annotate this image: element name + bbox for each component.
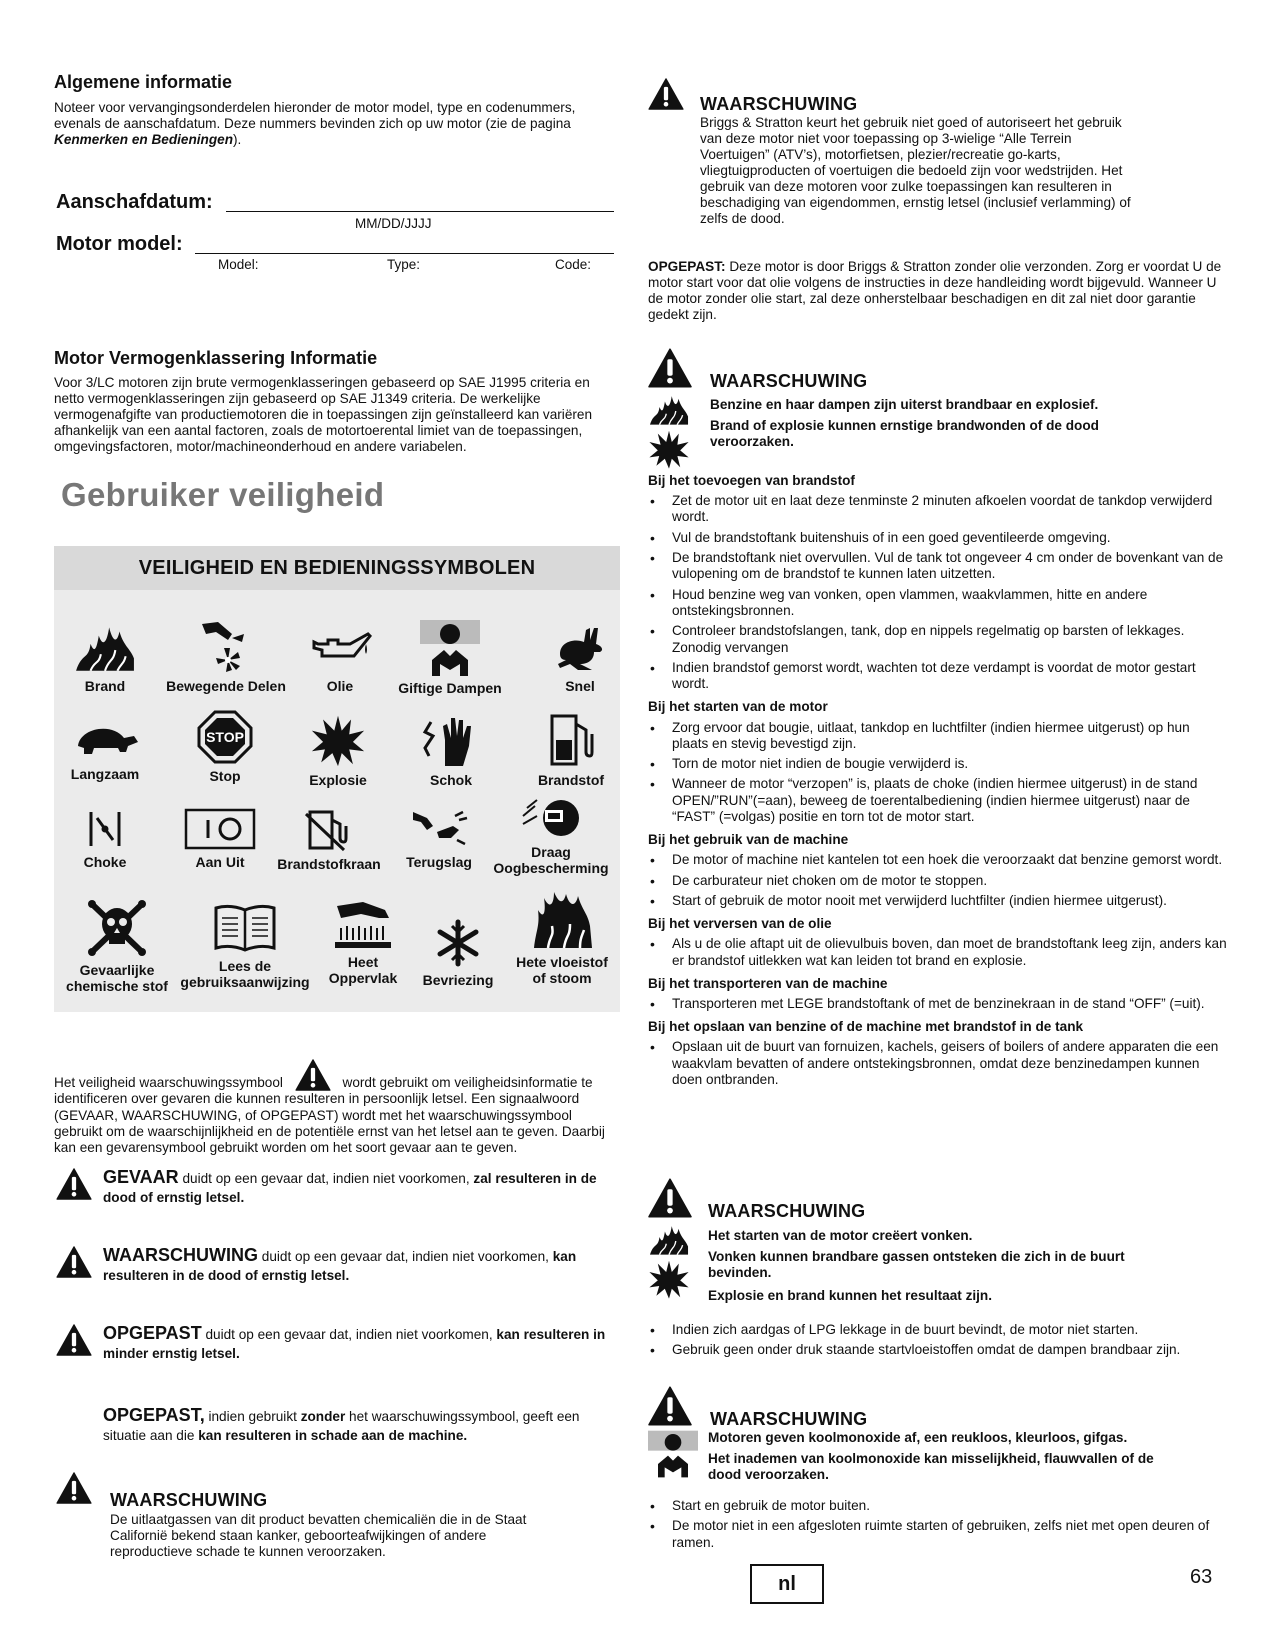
list-item: • Vul de brandstoftank buitenshuis of in een goed geventileerde omgeving.	[648, 530, 1228, 546]
warning-word: WAARSCHUWING	[103, 1245, 258, 1265]
oil-notice-text	[648, 259, 1228, 323]
fuel-valve-icon	[304, 808, 354, 852]
warning-triangle-icon	[648, 1178, 692, 1218]
explosion-icon	[648, 1258, 690, 1300]
section-storage-list	[648, 1039, 1228, 1088]
symbol-label: Langzaam	[70, 766, 140, 782]
fuel-sections	[648, 473, 1228, 1088]
caution2-a: indien gebruikt	[204, 1409, 301, 1424]
list-item: • Controleer brandstofslangen, tank, dop en nippels regelmatig op barsten of lekkages. Zonodig vervangen	[648, 623, 1228, 656]
signal-caution-property-text	[103, 1404, 623, 1445]
power-rating-text: Voor 3/LC motoren zijn brute vermogenklasseringen gebaseerd op SAE J1995 criteria en netto vermogenklasseringen zijn gebaseerd op SAE J1349 criteria. De werkelijke vermogenafgifte van productiemotoren die in toepassingen zijn geïnstalleerd kan variëren afhankelijk van een aantal factoren, zoals de motortoerental limiet van de toepassingen, omgevingsfactoren, motor/machineonderhoud en andere variabelen.	[54, 375, 593, 455]
list-item: • Torn de motor niet indien de bougie verwijderd is.	[648, 756, 1228, 772]
moving-parts-icon	[198, 620, 254, 674]
caution-bold: kan resulteren in minder ernstig letsel.	[103, 1327, 606, 1362]
symbol-hete-vloeistof	[506, 890, 618, 986]
symbol-label-line2: gebruiksaanwijzing	[180, 974, 310, 991]
list-item: • Gebruik geen onder druk staande startvloeistoffen omdat de dampen brandbaar zijn.	[648, 1342, 1228, 1358]
list-item: • Start of gebruik de motor nooit met verwijderd luchtfilter (indien hiermee uitgerust).	[648, 893, 1228, 909]
warning-triangle-icon	[648, 78, 684, 110]
warning-bold: kan resulteren in de dood of ernstig letsel.	[103, 1249, 577, 1284]
general-text-b: ).	[233, 132, 242, 148]
symbol-choke	[60, 808, 150, 870]
symbol-snel	[540, 620, 620, 694]
hint-type: Type:	[387, 257, 421, 272]
symbol-label: Bewegende Delen	[166, 678, 286, 694]
warning-triangle-icon	[56, 1246, 92, 1278]
symbol-label: Giftige Dampen	[398, 680, 502, 696]
caution2-b: zonder	[300, 1409, 346, 1424]
section-start-list	[648, 720, 1228, 826]
spark-warning-list	[648, 1318, 1228, 1359]
list-item: • Als u de olie aftapt uit de olievulbuis boven, dan moet de brandstoftank leeg zijn, anders kan er brandstof uitlekken wat kan leiden tot brand en explosie.	[648, 936, 1228, 969]
symbol-heet-oppervlak	[318, 896, 408, 986]
section-add-fuel-title: Bij het toevoegen van brandstof	[648, 473, 855, 488]
oil-notice-body: Deze motor is door Briggs & Stratton zonder olie verzonden. Zorg er voordat U de motor start voor dat olie volgens de instructies in deze handleiding wordt bijgevuld. Wanneer U de motor zonder olie start, zal deze onherstelbaar beschadigen en dit zal niet door garantie gedekt zijn.	[648, 259, 1222, 323]
section-start-title: Bij het starten van de motor	[648, 699, 828, 715]
symbol-brandstof	[526, 712, 616, 788]
purchase-date-label: Aanschafdatum:	[56, 191, 213, 213]
page-number: 63	[1190, 1566, 1213, 1588]
symbol-label: Brandstof	[537, 772, 605, 788]
general-text-a: Noteer voor vervangingsonderdelen hieronder de motor model, type en codenummers, evenals de aanschafdatum. Deze nummers bevinden zich op uw motor (zie de pagina	[54, 100, 576, 132]
signal-warning-text	[103, 1244, 623, 1285]
symbol-label-line1: Hete vloeistof	[516, 954, 608, 970]
fuel-pump-icon	[546, 712, 596, 768]
alert-intro-part1: Het veiligheid waarschuwingssymbool	[54, 1075, 283, 1090]
warning-triangle-icon	[295, 1059, 331, 1091]
symbol-label-line2: chemische stof	[66, 978, 168, 995]
symbol-oogbescherming	[484, 796, 618, 876]
list-item: • Zorg ervoor dat bougie, uitlaat, tankdop en luchtfilter (indien hiermee uitgerust) op hun plaats en stevig bevestigd zijn.	[648, 720, 1228, 753]
danger-word: GEVAAR	[103, 1167, 179, 1187]
kickback-icon	[409, 808, 469, 850]
signal-caution-text	[103, 1322, 627, 1363]
symbol-brand	[60, 620, 150, 694]
symbol-label: Schok	[429, 772, 472, 788]
atv-warning-title: WAARSCHUWING	[700, 94, 858, 114]
fire-icon	[74, 620, 136, 674]
symbol-label-line2: Oogbescherming	[493, 860, 609, 877]
section-operate-list	[648, 852, 1228, 909]
oil-can-icon	[308, 620, 372, 674]
purchase-date-line[interactable]	[226, 211, 614, 212]
co-warning-line1: Motoren geven koolmonoxide af, een reukloos, kleurloos, gifgas.	[708, 1430, 1128, 1445]
manual-book-icon	[212, 902, 278, 954]
skull-icon	[86, 898, 148, 958]
shock-icon	[421, 712, 481, 768]
symbol-label-line1: Heet	[347, 954, 379, 970]
symbol-label: Olie	[326, 678, 354, 694]
motor-model-label: Motor model:	[56, 233, 183, 255]
toxic-fumes-icon	[648, 1430, 698, 1478]
section-operate-title: Bij het gebruik van de machine	[648, 832, 849, 848]
list-item: • Wanneer de motor “verzopen” is, plaats de choke (indien hiermee uitgerust) in de stand OPEN/”RUN”(=aan), beweeg de toerentalbediening (indien hiermee uitgerust) naar de “FAST” (=volgas) positie en torn tot de motor start.	[648, 776, 1228, 825]
spark-warning-line1: Het starten van de motor creëert vonken.	[708, 1228, 973, 1243]
symbol-label-line2: Oppervlak	[328, 970, 398, 987]
danger-text: duidt op een gevaar dat, indien niet voorkomen,	[178, 1171, 474, 1186]
california-warning-title: WAARSCHUWING	[110, 1490, 268, 1510]
language-tab: nl	[750, 1564, 824, 1604]
symbol-chemisch	[62, 898, 172, 994]
turtle-icon	[70, 716, 140, 762]
section-oil-change-title: Bij het verversen van de olie	[648, 916, 832, 932]
california-warning-text: De uitlaatgassen van dit product bevatten chemicaliën die in de Staat Californië bekend staan kanker, geboorteafwijkingen of andere reproductieve schade te kunnen veroorzaken.	[110, 1512, 527, 1560]
list-item: • De carburateur niet choken om de motor te stoppen.	[648, 873, 1228, 889]
co-warning-list	[648, 1494, 1228, 1551]
symbol-handleiding	[172, 902, 318, 990]
symbol-label: Brandstofkraan	[277, 856, 381, 872]
symbol-label-line1: Draag	[531, 844, 571, 860]
alert-intro-part2: wordt gebruikt om veiligheidsinformatie te identificeren over gevaren die kunnen resulteren in persoonlijk letsel. Een signaalwoord (GEVAAR, WAARSCHUWING, of OPGEPAST) wordt met het waarschuwingssymbool gebruikt om de waarschijnlijkheid en de potentiële ernst van het letsel aan te geven. Daarbij kan een gevarensymbool gebruikt worden om het soort gevaar aan te geven.	[54, 1075, 605, 1156]
symbol-bevriezing	[412, 918, 504, 988]
symbol-label: Bevriezing	[422, 972, 494, 988]
fire-icon	[648, 392, 690, 426]
symbol-schok	[406, 712, 496, 788]
warning-triangle-icon	[56, 1168, 92, 1200]
list-item: • Indien brandstof gemorst wordt, wachten tot deze verdampt is voordat de motor gestart wordt.	[648, 660, 1228, 693]
caution-word: OPGEPAST	[103, 1323, 202, 1343]
fuel-warning-line1: Benzine en haar dampen zijn uiterst brandbaar en explosief.	[710, 397, 1099, 412]
power-rating-title: Motor Vermogenklassering Informatie	[54, 348, 378, 368]
on-off-icon	[184, 808, 256, 850]
list-item: • Start en gebruik de motor buiten.	[648, 1498, 1228, 1514]
symbol-label: Choke	[83, 854, 127, 870]
warning-triangle-icon	[56, 1324, 92, 1356]
symbol-langzaam	[60, 716, 150, 782]
symbol-label: Brand	[84, 678, 126, 694]
co-warning-line2: Het inademen van koolmonoxide kan misselijkheid, flauwvallen of de dood veroorzaken.	[708, 1451, 1154, 1483]
fire-icon	[648, 1222, 690, 1256]
co-warning-title: WAARSCHUWING	[710, 1409, 868, 1429]
symbol-brandstofkraan	[274, 808, 384, 872]
caution2-c: het waarschuwingssymbool, geeft een situatie aan die	[103, 1409, 580, 1444]
list-item: • De motor niet in een afgesloten ruimte starten of gebruiken, zelfs niet met open deuren of ramen.	[648, 1518, 1228, 1551]
spark-warning-line2: Vonken kunnen brandbare gassen ontsteken die zich in de buurt bevinden.	[708, 1249, 1125, 1281]
hot-surface-icon	[333, 896, 393, 950]
rabbit-icon	[552, 620, 608, 674]
symbol-label: Stop	[209, 768, 241, 784]
list-item: • De motor of machine niet kantelen tot een hoek die veroorzaakt dat benzine gemorst wordt.	[648, 852, 1228, 868]
list-item: • Houd benzine weg van vonken, open vlammen, waakvlammen, hitte en andere ontstekingsbronnen.	[648, 587, 1228, 620]
fuel-warning-title: WAARSCHUWING	[710, 371, 868, 391]
spark-warning-title: WAARSCHUWING	[708, 1201, 866, 1221]
section-title: Gebruiker veiligheid	[61, 476, 385, 513]
section-transport-list	[648, 996, 1228, 1012]
alert-intro-text	[54, 1059, 624, 1157]
symbol-label: Terugslag	[406, 854, 472, 870]
section-add-fuel-list	[648, 493, 1228, 692]
list-item: • Opslaan uit de buurt van fornuizen, kachels, geisers of boilers of andere apparaten die een waakvlam bevatten of andere ontstekingsbronnen, omdat deze benzinedampen kunnen doen ontbranden.	[648, 1039, 1228, 1088]
snowflake-icon	[435, 918, 481, 968]
symbol-label-line1: Gevaarlijke	[79, 962, 155, 978]
warning-triangle-icon	[56, 1472, 92, 1504]
general-info-text	[54, 100, 620, 148]
oil-notice-word: OPGEPAST:	[648, 259, 726, 274]
list-item: • De brandstoftank niet overvullen. Vul de tank tot ongeveer 4 cm onder de bovenkant van de vulopening om de brandstof te kunnen laten uitzetten.	[648, 550, 1228, 583]
section-transport-title: Bij het transporteren van de machine	[648, 976, 888, 991]
fuel-warning-line2: Brand of explosie kunnen ernstige brandwonden of de dood veroorzaken.	[710, 418, 1099, 450]
caution2-word: OPGEPAST,	[103, 1405, 205, 1425]
stop-icon	[197, 710, 253, 764]
spark-warning-line3: Explosie en brand kunnen het resultaat zijn.	[708, 1288, 993, 1303]
warning-triangle-icon	[648, 348, 692, 388]
symbol-terugslag	[396, 808, 482, 870]
general-info-title: Algemene informatie	[54, 72, 233, 92]
general-text-em: Kenmerken en Bedieningen	[54, 132, 234, 148]
caution2-d: kan resulteren in schade aan de machine.	[198, 1428, 468, 1444]
warning-triangle-icon	[648, 1386, 692, 1426]
symbol-label-line2: of stoom	[532, 970, 592, 987]
list-item: • Zet de motor uit en laat deze tenminste 2 minuten afkoelen voordat de tankdop verwijderd wordt.	[648, 493, 1228, 526]
symbol-label: Snel	[565, 678, 595, 694]
symbol-label-line1: Lees de	[218, 958, 272, 974]
atv-warning-text: Briggs & Stratton keurt het gebruik niet goed of autoriseert het gebruik van deze motor niet voor toepassing op 3-wielige “Alle Terrein Voertuigen” (ATV’s), motorfietsen, plezier/recreatie go-karts, vliegtuigproducten of voertuigen die bedoeld zijn voor wedstrijden. Het gebruik van deze motoren voor zulke toepassingen kan resulteren in beschadiging van eigendommen, ernstig letsel (inclusief verlamming) of zelfs de dood.	[700, 115, 1131, 227]
section-storage-title: Bij het opslaan van benzine of de machine met brandstof in de tank	[648, 1019, 1084, 1035]
section-oil-change-list	[648, 936, 1228, 969]
list-item: • Indien zich aardgas of LPG lekkage in de buurt bevindt, de motor niet starten.	[648, 1322, 1228, 1338]
svg-text:STOP: STOP	[206, 729, 244, 745]
explosion-icon	[648, 428, 690, 470]
choke-icon	[85, 808, 125, 850]
toxic-fumes-icon	[420, 620, 480, 676]
hint-model: Model:	[218, 257, 259, 272]
symbol-label: Aan Uit	[195, 854, 245, 870]
symbol-bewegende-delen	[156, 620, 296, 694]
danger-bold: zal resulteren in de dood of ernstig letsel.	[103, 1171, 597, 1206]
symbol-label: Explosie	[309, 772, 367, 788]
warning-text: duidt op een gevaar dat, indien niet voorkomen,	[258, 1249, 553, 1264]
symbol-aan-uit	[180, 808, 260, 870]
motor-model-line[interactable]	[195, 253, 614, 254]
purchase-date-hint: MM/DD/JJJJ	[355, 216, 432, 231]
signal-danger-text	[103, 1166, 623, 1207]
eye-protection-icon	[521, 796, 581, 840]
caution-text: duidt op een gevaar dat, indien niet voorkomen,	[201, 1327, 497, 1342]
symbol-explosie	[296, 712, 380, 788]
symbols-heading: VEILIGHEID EN BEDIENINGSSYMBOLEN	[54, 546, 620, 590]
symbol-giftige-dampen	[386, 620, 514, 696]
list-item: • Transporteren met LEGE brandstoftank of met de benzinekraan in de stand “OFF” (=uit).	[648, 996, 1228, 1012]
hot-liquid-icon	[530, 890, 594, 950]
hint-code: Code:	[555, 257, 592, 272]
explosion-icon	[310, 712, 366, 768]
symbol-stop	[180, 710, 270, 784]
symbol-olie	[300, 620, 380, 694]
